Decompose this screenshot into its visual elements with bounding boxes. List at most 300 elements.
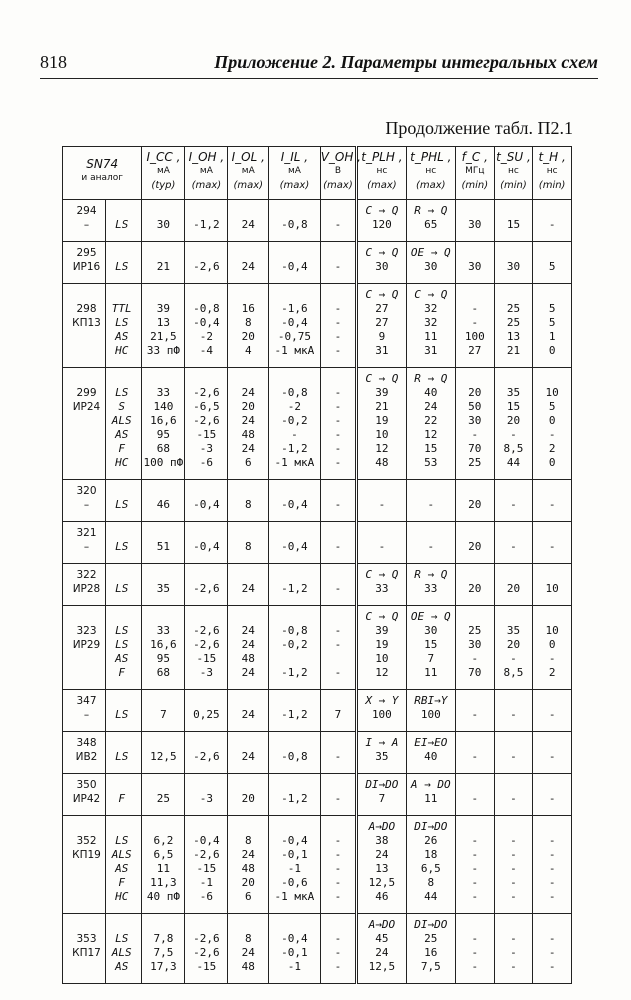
- iol-cell: [228, 774, 269, 816]
- voh-cell-value: -: [334, 750, 342, 763]
- fc-cell-value: [457, 288, 493, 302]
- family-cell: [105, 242, 142, 284]
- fc-cell-value: -: [471, 876, 479, 889]
- tsu-cell-value: [496, 736, 532, 750]
- iil-cell-value: -1 мкА: [274, 456, 315, 469]
- tphl-cell-value: 15: [424, 442, 438, 455]
- iol-cell-value: 6: [244, 456, 252, 469]
- family-cell: [105, 606, 142, 690]
- icc-cell-value: 95: [156, 652, 171, 665]
- voh-cell-value: -: [334, 834, 342, 847]
- tphl-cell: [406, 522, 455, 564]
- tplh-cell-value: 13: [375, 862, 389, 875]
- ioh-cell-value: [186, 204, 226, 218]
- tsu-cell-value: -: [510, 750, 517, 763]
- ioh-cell-value: -2,6: [193, 750, 220, 763]
- family-cell-value: TTL: [111, 302, 132, 315]
- ioh-cell: [185, 816, 228, 914]
- iol-cell-value: 48: [241, 862, 255, 875]
- fc-cell: [455, 606, 494, 690]
- icc-cell-value: [143, 246, 183, 260]
- ioh-cell-value: [186, 736, 226, 750]
- iol-cell-value: 24: [241, 260, 255, 273]
- col-header-series: SN74 и аналог: [63, 147, 142, 200]
- th-cell-value: -: [548, 946, 556, 959]
- tphl-cell: [406, 774, 455, 816]
- family-cell-value: LS: [115, 582, 129, 595]
- th-cell: [533, 690, 572, 732]
- tplh-cell-value: 39: [375, 386, 389, 399]
- th-cell-value: [534, 288, 570, 302]
- voh-cell-value: -: [334, 442, 342, 455]
- family-cell: [105, 564, 142, 606]
- table-row: [63, 284, 572, 368]
- icc-cell: [142, 816, 185, 914]
- fc-cell-value: [457, 204, 493, 218]
- ioh-cell-value: -6: [199, 890, 213, 903]
- ioh-cell: [185, 914, 228, 984]
- icc-cell-value: 100 пФ: [143, 456, 184, 469]
- tsu-cell: [494, 564, 533, 606]
- ioh-cell: [185, 368, 228, 480]
- family-cell-value: AS: [115, 652, 129, 665]
- tplh-cell-value: 35: [375, 750, 389, 763]
- ioh-cell-value: -3: [199, 792, 213, 805]
- fc-cell: [455, 284, 494, 368]
- family-cell-value: AS: [115, 862, 129, 875]
- tplh-cell-value: 12: [375, 666, 389, 679]
- col-header-tsu: t_SU , нс (min): [494, 147, 533, 200]
- th-cell-value: 5: [548, 400, 556, 413]
- icc-cell-value: 21,5: [150, 330, 177, 343]
- series-cell: [63, 522, 106, 564]
- ioh-cell-value: -3: [199, 442, 213, 455]
- tplh-cell: [357, 522, 406, 564]
- tphl-cell: [406, 914, 455, 984]
- tphl-cell: [406, 200, 455, 242]
- ioh-cell: [185, 242, 228, 284]
- icc-cell-value: 11: [156, 862, 171, 875]
- series-cell-value: [69, 330, 104, 344]
- family-cell-value: AS: [115, 960, 129, 973]
- voh-cell: [320, 242, 357, 284]
- family-cell-value: ALS: [111, 414, 132, 427]
- icc-cell-value: 95: [156, 428, 171, 441]
- family-cell-value: F: [118, 792, 126, 805]
- ioh-cell: [185, 690, 228, 732]
- tplh-cell: [357, 914, 406, 984]
- family-cell-value: LS: [115, 260, 129, 273]
- tphl-cell-value: 11: [424, 666, 438, 679]
- iil-cell: [269, 774, 321, 816]
- tphl-cell-value: 31: [424, 344, 438, 357]
- voh-cell-value: [322, 652, 355, 666]
- col-header-th: t_H , нс (min): [533, 147, 572, 200]
- family-cell: [105, 368, 142, 480]
- iil-cell-value: -0,2: [281, 638, 308, 651]
- tsu-cell-value: 44: [506, 456, 521, 469]
- tphl-cell: [406, 732, 455, 774]
- table-row: [63, 914, 572, 984]
- th-cell-value: 2: [548, 666, 556, 679]
- ioh-cell: [185, 606, 228, 690]
- fc-cell-value: 100: [464, 330, 485, 343]
- tsu-cell-value: -: [510, 652, 517, 665]
- family-cell-value: [107, 694, 137, 708]
- th-cell: [533, 284, 572, 368]
- ioh-cell-value: [186, 778, 226, 792]
- ioh-cell-value: -15: [196, 428, 217, 441]
- th-cell: [533, 732, 572, 774]
- tphl-cell-value: EI→EO: [414, 736, 448, 749]
- fc-cell-value: [457, 246, 493, 260]
- iil-cell-value: -1,2: [281, 792, 308, 805]
- icc-cell-value: 30: [156, 218, 171, 231]
- icc-cell: [142, 606, 185, 690]
- series-cell-value: 299: [76, 387, 97, 399]
- iol-cell: [228, 606, 269, 690]
- tsu-cell-value: -: [510, 834, 517, 847]
- fc-cell-value: -: [471, 708, 479, 721]
- table-row: [63, 200, 572, 242]
- tsu-cell: [494, 732, 533, 774]
- icc-cell-value: 12,5: [150, 750, 177, 763]
- tsu-cell: [494, 480, 533, 522]
- tplh-cell: [357, 480, 406, 522]
- iil-cell-value: -0,8: [281, 218, 308, 231]
- iil-cell-value: -1: [287, 862, 302, 875]
- series-cell-value: 352: [76, 835, 97, 847]
- series-cell-value: 347: [76, 695, 97, 707]
- iil-cell-value: -1,2: [281, 442, 308, 455]
- th-cell-value: -: [548, 792, 556, 805]
- ioh-cell-value: [186, 246, 226, 260]
- voh-cell-value: -: [334, 414, 342, 427]
- voh-cell: [320, 774, 357, 816]
- iol-cell-value: 8: [244, 932, 252, 945]
- iil-cell: [269, 816, 321, 914]
- th-cell-value: -: [548, 498, 556, 511]
- fc-cell-value: 30: [468, 218, 482, 231]
- tplh-cell: [357, 606, 406, 690]
- ioh-cell-value: -2,6: [193, 946, 220, 959]
- fc-cell: [455, 242, 494, 284]
- th-cell-value: -: [548, 218, 556, 231]
- tsu-cell-value: 25: [506, 302, 521, 315]
- icc-cell: [142, 200, 185, 242]
- family-cell: [105, 732, 142, 774]
- table-row: [63, 606, 572, 690]
- series-cell-value: ИР24: [72, 401, 101, 413]
- tsu-cell-value: -: [510, 540, 517, 553]
- icc-cell: [142, 564, 185, 606]
- tphl-cell-value: 7,5: [420, 960, 441, 973]
- iol-cell-value: 8: [244, 540, 252, 553]
- iol-cell-value: [229, 778, 267, 792]
- fc-cell-value: -: [471, 302, 479, 315]
- family-cell-value: HC: [115, 344, 129, 357]
- col-header-icc: I_CC , мА (typ): [142, 147, 185, 200]
- iil-cell-value: -: [291, 428, 298, 441]
- fc-cell-value: 20: [468, 540, 482, 553]
- th-cell-value: 5: [548, 302, 556, 315]
- iol-cell: [228, 242, 269, 284]
- tplh-cell-value: 48: [375, 456, 389, 469]
- family-cell: [105, 200, 142, 242]
- icc-cell-value: [143, 778, 183, 792]
- tphl-cell-value: 6,5: [420, 862, 441, 875]
- iol-cell-value: 20: [241, 330, 255, 343]
- iil-cell-value: -0,6: [281, 876, 308, 889]
- icc-cell: [142, 368, 185, 480]
- voh-cell: [320, 914, 357, 984]
- ioh-cell: [185, 284, 228, 368]
- icc-cell: [142, 522, 185, 564]
- icc-cell-value: 6,2: [153, 834, 174, 847]
- th-cell: [533, 200, 572, 242]
- icc-cell-value: 6,5: [153, 848, 174, 861]
- icc-cell: [142, 242, 185, 284]
- family-cell: [105, 914, 142, 984]
- ioh-cell-value: -3: [199, 666, 213, 679]
- tplh-cell: [357, 564, 406, 606]
- voh-cell-value: -: [334, 400, 342, 413]
- series-cell-value: 321: [76, 527, 97, 539]
- family-cell-value: AS: [115, 330, 129, 343]
- series-cell-value: 322: [76, 569, 97, 581]
- tplh-cell-value: C → Q: [365, 372, 399, 385]
- th-cell-value: -: [548, 750, 556, 763]
- tsu-cell: [494, 368, 533, 480]
- tplh-cell-value: 38: [375, 834, 389, 847]
- tphl-cell-value: 11: [424, 330, 438, 343]
- tsu-cell: [494, 242, 533, 284]
- iil-cell-value: -1 мкА: [274, 890, 315, 903]
- tplh-cell: [357, 816, 406, 914]
- iil-cell-value: -0,1: [281, 946, 308, 959]
- iol-cell-value: 24: [241, 750, 255, 763]
- voh-cell-value: -: [334, 330, 342, 343]
- tsu-cell-value: -: [510, 848, 517, 861]
- th-cell-value: [534, 204, 570, 218]
- series-cell-value: 348: [76, 737, 97, 749]
- family-cell-value: [107, 246, 137, 260]
- tsu-cell-value: [496, 246, 532, 260]
- tplh-cell-value: 100: [371, 708, 392, 721]
- tsu-cell-value: -: [510, 708, 517, 721]
- tplh-cell-value: 24: [375, 848, 389, 861]
- col-header-tphl: t_PHL , нс (max): [406, 147, 455, 200]
- voh-cell-value: -: [334, 540, 342, 553]
- iol-cell-value: 20: [241, 400, 255, 413]
- th-cell-value: [534, 246, 570, 260]
- tplh-cell-value: 46: [375, 890, 389, 903]
- family-cell-value: LS: [115, 708, 129, 721]
- tphl-cell: [406, 606, 455, 690]
- table-body: [63, 200, 572, 984]
- fc-cell-value: 27: [468, 344, 482, 357]
- iol-cell-value: 48: [241, 652, 255, 665]
- iol-cell-value: 4: [244, 344, 252, 357]
- tsu-cell-value: 8,5: [503, 442, 524, 455]
- tplh-cell-value: 12,5: [368, 960, 396, 973]
- family-cell-value: ALS: [111, 848, 132, 861]
- th-cell-value: -: [548, 848, 556, 861]
- series-cell-value: [69, 414, 104, 428]
- voh-cell-value: -: [334, 848, 342, 861]
- tphl-cell-value: OE → Q: [410, 610, 451, 623]
- iil-cell: [269, 690, 321, 732]
- iil-cell: [269, 564, 321, 606]
- ioh-cell-value: -1,2: [193, 218, 220, 231]
- th-cell-value: 10: [545, 582, 559, 595]
- iol-cell-value: 20: [241, 876, 255, 889]
- tsu-cell-value: 30: [506, 260, 521, 273]
- tphl-cell-value: DI→DO: [414, 820, 448, 833]
- fc-cell-value: -: [471, 960, 479, 973]
- voh-cell-value: -: [334, 960, 342, 973]
- family-cell-value: LS: [115, 316, 129, 329]
- series-cell-value: –: [83, 499, 90, 511]
- fc-cell-value: 20: [468, 582, 482, 595]
- tsu-cell: [494, 200, 533, 242]
- icc-cell-value: 46: [156, 498, 171, 511]
- series-cell-value: ИР28: [72, 583, 101, 595]
- series-cell-value: 353: [76, 933, 97, 945]
- series-cell: [63, 816, 106, 914]
- col-header-fc: f_C , МГц (min): [455, 147, 494, 200]
- tphl-cell-value: R → Q: [414, 568, 448, 581]
- tphl-cell-value: 16: [424, 946, 438, 959]
- th-cell-value: [534, 610, 570, 624]
- table-row: [63, 690, 572, 732]
- icc-cell: [142, 914, 185, 984]
- iol-cell-value: 20: [241, 792, 255, 805]
- series-cell: [63, 690, 106, 732]
- tphl-cell-value: A → DO: [410, 778, 451, 791]
- iil-cell-value: [270, 694, 319, 708]
- tplh-cell: [357, 242, 406, 284]
- table-header-row: [63, 147, 572, 200]
- table-row: [63, 522, 572, 564]
- fc-cell-value: 25: [468, 456, 482, 469]
- series-cell-value: –: [83, 219, 90, 231]
- icc-cell-value: 68: [156, 442, 171, 455]
- th-cell-value: 5: [548, 316, 556, 329]
- family-cell-value: F: [118, 876, 126, 889]
- col-header-tplh: t_PLH , нс (max): [357, 147, 406, 200]
- tphl-cell-value: 12: [424, 428, 438, 441]
- tplh-cell-value: -: [378, 540, 386, 553]
- tphl-cell: [406, 816, 455, 914]
- tsu-cell-value: 15: [506, 218, 521, 231]
- iol-cell: [228, 564, 269, 606]
- voh-cell-value: [322, 778, 355, 792]
- iol-cell-value: 24: [241, 442, 255, 455]
- tphl-cell-value: 18: [424, 848, 438, 861]
- ioh-cell-value: -2,6: [193, 932, 220, 945]
- fc-cell-value: -: [471, 750, 479, 763]
- series-cell: [63, 914, 106, 984]
- series-cell-value: КП17: [72, 947, 101, 959]
- th-cell: [533, 774, 572, 816]
- tsu-cell-value: [496, 204, 532, 218]
- ioh-cell-value: -2,6: [193, 638, 220, 651]
- th-cell: [533, 522, 572, 564]
- voh-cell-value: [322, 694, 355, 708]
- tphl-cell-value: 32: [424, 316, 438, 329]
- ioh-cell-value: -15: [196, 652, 217, 665]
- tphl-cell: [406, 690, 455, 732]
- series-cell-value: [69, 442, 104, 456]
- running-title: Приложение 2. Параметры интегральных схем: [214, 52, 598, 72]
- tphl-cell-value: 30: [424, 624, 438, 637]
- tplh-cell: [357, 200, 406, 242]
- tplh-cell-value: A→DO: [368, 918, 396, 931]
- series-cell: [63, 480, 106, 522]
- tplh-cell-value: 31: [375, 344, 389, 357]
- tplh-cell-value: C → Q: [365, 246, 399, 259]
- iil-cell: [269, 522, 321, 564]
- series-cell: [63, 242, 106, 284]
- voh-cell: [320, 690, 357, 732]
- iil-cell-value: -0,75: [277, 330, 311, 343]
- ioh-cell-value: -2,6: [193, 414, 220, 427]
- iil-cell: [269, 732, 321, 774]
- iol-cell: [228, 522, 269, 564]
- iil-cell-value: -0,4: [281, 932, 308, 945]
- tphl-cell-value: 25: [424, 932, 438, 945]
- series-cell: [63, 606, 106, 690]
- tphl-cell-value: 40: [424, 386, 438, 399]
- tphl-cell-value: C → Q: [414, 288, 448, 301]
- tplh-cell-value: 24: [375, 946, 389, 959]
- series-cell-value: [69, 890, 104, 904]
- tsu-cell: [494, 690, 533, 732]
- series-cell-value: [69, 428, 104, 442]
- th-cell-value: -: [548, 652, 556, 665]
- tsu-cell-value: [496, 820, 532, 834]
- fc-cell-value: [457, 736, 493, 750]
- tplh-cell-value: 19: [375, 414, 389, 427]
- voh-cell-value: -: [334, 666, 342, 679]
- tplh-cell-value: 33: [375, 582, 389, 595]
- series-cell-value: 294: [76, 205, 97, 217]
- ioh-cell-value: -2: [199, 330, 213, 343]
- family-cell-value: LS: [115, 638, 129, 651]
- icc-cell-value: 35: [156, 582, 171, 595]
- tplh-cell-value: C → Q: [365, 568, 399, 581]
- fc-cell-value: 25: [468, 624, 482, 637]
- series-cell-value: 350: [76, 779, 97, 791]
- voh-cell-value: -: [334, 638, 342, 651]
- col-header-voh: V_OH , В (max): [320, 147, 357, 200]
- fc-cell-value: -: [471, 316, 479, 329]
- th-cell: [533, 816, 572, 914]
- family-cell-value: ALS: [111, 946, 132, 959]
- th-cell-value: -: [548, 876, 556, 889]
- voh-cell-value: -: [334, 260, 342, 273]
- fc-cell-value: 20: [468, 386, 482, 399]
- ioh-cell: [185, 522, 228, 564]
- tphl-cell-value: 100: [420, 708, 441, 721]
- table-continuation-label: Продолжение табл. П2.1: [385, 118, 573, 138]
- voh-cell-value: [322, 246, 355, 260]
- voh-cell-value: -: [334, 876, 342, 889]
- icc-cell-value: 140: [153, 400, 174, 413]
- iil-cell-value: -0,4: [281, 498, 308, 511]
- series-cell: [63, 200, 106, 242]
